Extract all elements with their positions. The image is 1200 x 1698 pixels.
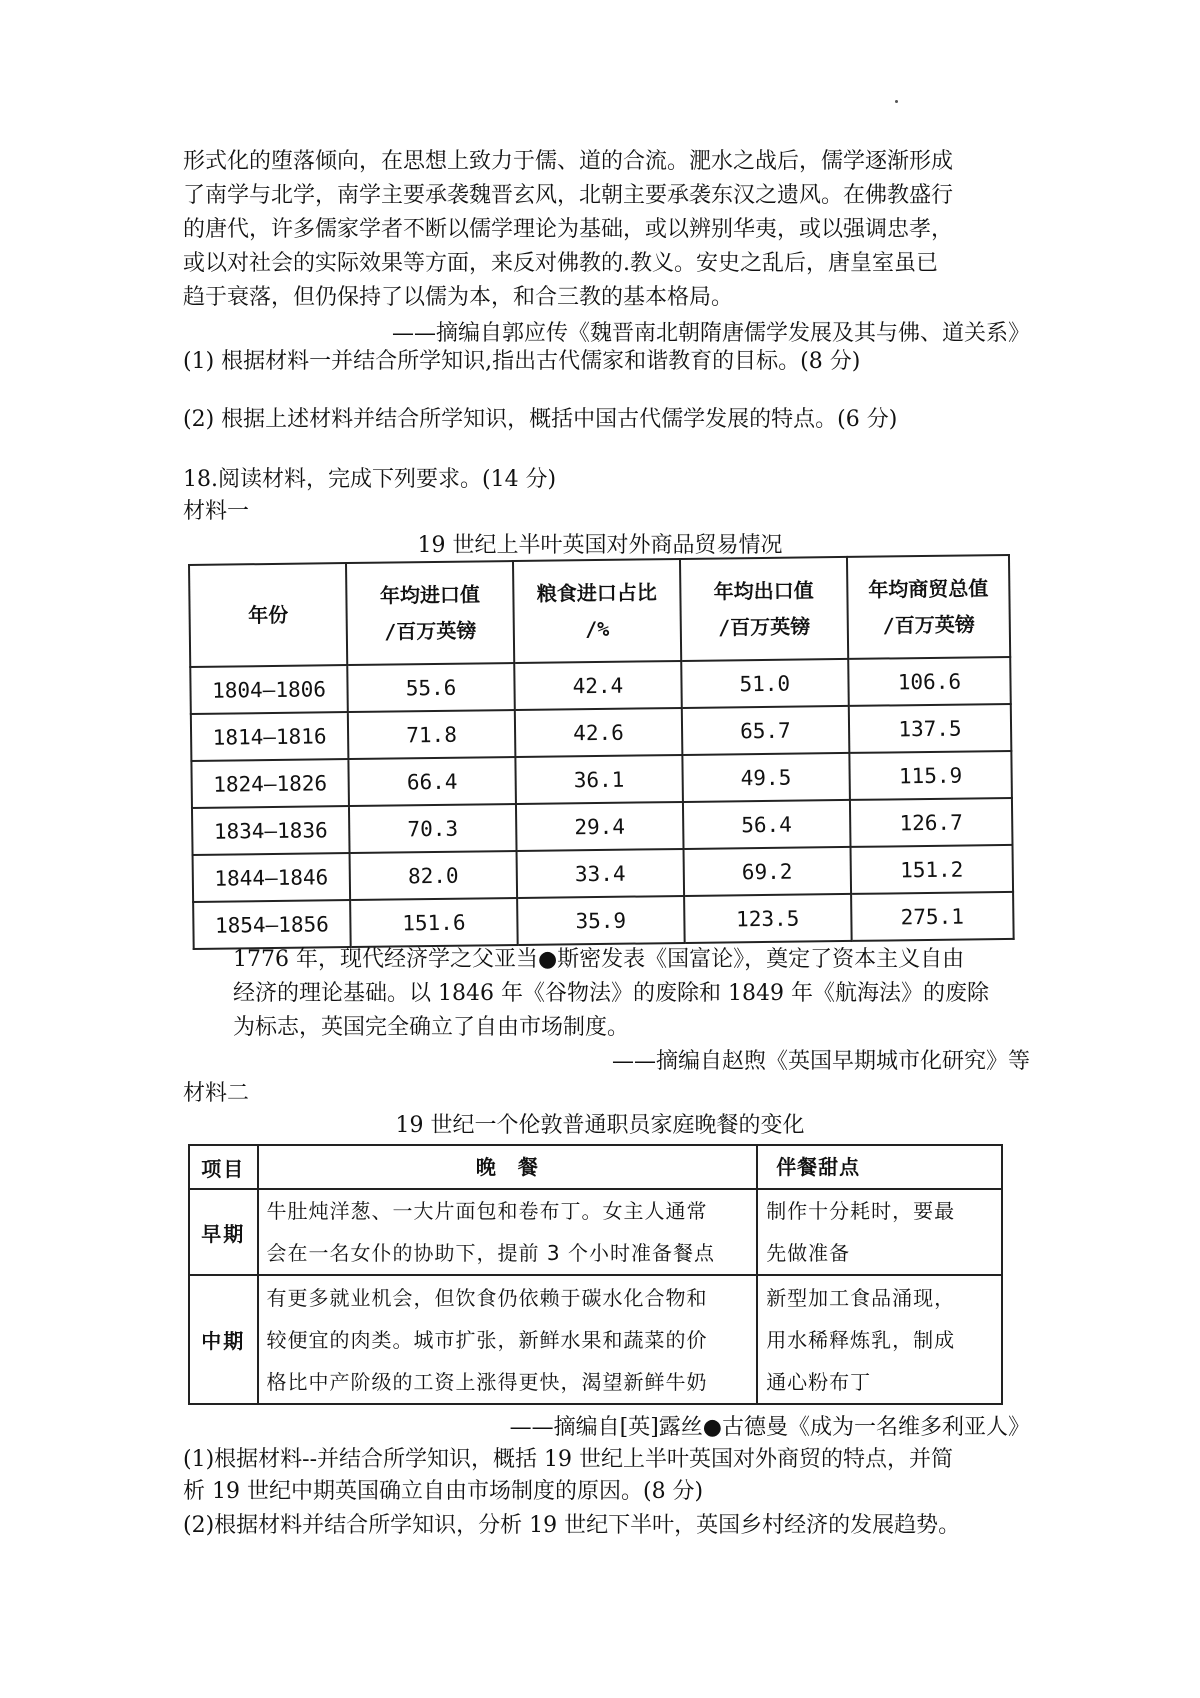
cell: 66.4 [348,757,516,806]
cell: 106.6 [848,657,1011,706]
cell: 151.6 [350,898,518,947]
cell: 55.6 [347,663,515,712]
cell: 42.6 [515,708,682,757]
passage-line: 形式化的堕落倾向，在思想上致力于儒、道的合流。淝水之战后，儒学逐渐形成 [183,149,954,174]
passage-line: 趋于衰落，但仍保持了以儒为本，和合三教的基本格局。 [183,285,734,310]
scan-speck [895,100,898,103]
table-row [193,892,1014,949]
header-year: 年份 [189,563,347,667]
cell: 1854—1856 [193,900,351,949]
dinner-table [188,1144,1003,1405]
cell: 35.9 [517,896,684,945]
material-1-line: 1776 年，现代经济学之父亚当●斯密发表《国富论》，奠定了资本主义自由 [233,947,965,972]
dinner-cell: 有更多就业机会，但饮食仍依赖于碳水化合物和 较便宜的肉类。城市扩张，新鲜水果和蔬菜的价 格比中产阶级的工资上涨得更快，渴望新鲜牛奶 [258,1275,758,1404]
cell: 71.8 [348,710,516,759]
header-item: 项目 [189,1145,258,1189]
material-1-line: 为标志，英国完全确立了自由市场制度。 [233,1015,630,1040]
dinner-cell: 牛肚炖洋葱、一大片面包和卷布丁。女主人通常 会在一名女仆的协助下，提前 3 个小时准备餐点 [258,1189,758,1275]
header-import: 年均进口值 /百万英镑 [346,561,514,665]
dessert-cell: 新型加工食品涌现， 用水稀释炼乳，制成 通心粉布丁 [757,1275,1002,1404]
table-2-caption: 19 世纪一个伦敦普通职员家庭晚餐的变化 [395,1113,805,1138]
dessert-cell: 制作十分耗时，要最 先做准备 [757,1189,1002,1275]
cell: 70.3 [349,804,517,853]
cell: 1834—1836 [192,806,350,855]
cell: 29.4 [516,802,683,851]
cell: 123.5 [684,894,852,943]
cell: 137.5 [849,704,1012,753]
question-17-1: (1) 根据材料一并结合所学知识,指出古代儒家和谐教育的目标。(8 分) [183,349,861,374]
header-export: 年均出口值 /百万英镑 [680,557,848,661]
material-2-source: ——摘编自[英]露丝●古德曼《成为一名维多利亚人》 [509,1415,1030,1440]
header-grain-share: 粮食进口占比 /% [513,559,681,663]
passage-source: ——摘编自郭应传《魏晋南北朝隋唐儒学发展及其与佛、道关系》 [391,321,1030,346]
question-18-1: (1)根据材料--并结合所学知识，概括 19 世纪上半叶英国对外商贸的特点，并简 [183,1447,954,1472]
question-18-1-cont: 析 19 世纪中期英国确立自由市场制度的原因。(8 分) [183,1479,704,1504]
passage-line: 的唐代，许多儒家学者不断以儒学理论为基础，或以辨别华夷，或以强调忠孝， [183,217,954,242]
material-1-line: 经济的理论基础。以 1846 年《谷物法》的废除和 1849 年《航海法》的废除 [233,981,989,1006]
cell: 1844—1846 [193,853,351,902]
table-1-caption: 19 世纪上半叶英国对外商品贸易情况 [417,533,783,558]
cell: 151.2 [850,845,1013,894]
cell: 51.0 [681,659,849,708]
cell: 42.4 [514,661,681,710]
header-total: 年均商贸总值 /百万英镑 [847,555,1010,659]
trade-table [188,554,1015,950]
cell: 69.2 [683,847,851,896]
cell: 65.7 [682,706,850,755]
cell: 36.1 [515,755,682,804]
question-17-2: (2) 根据上述材料并结合所学知识，概括中国古代儒学发展的特点。(6 分) [183,407,898,432]
row-label-middle: 中期 [189,1275,258,1404]
header-dinner: 晚 餐 [258,1145,758,1189]
cell: 1814—1816 [191,712,349,761]
material-2-label: 材料二 [183,1081,250,1106]
question-18-2: (2)根据材料并结合所学知识，分析 19 世纪下半叶，英国乡村经济的发展趋势。 [183,1513,961,1538]
table-row [189,1275,1002,1404]
row-label-early: 早期 [189,1189,258,1275]
cell: 1804—1806 [190,665,348,714]
passage-line: 或以对社会的实际效果等方面，来反对佛教的.教义。安史之乱后，唐皇室虽已 [183,251,938,276]
cell: 275.1 [851,892,1014,941]
cell: 82.0 [350,851,518,900]
material-1-label: 材料一 [183,499,250,524]
question-18-title: 18.阅读材料，完成下列要求。(14 分) [183,467,557,492]
cell: 33.4 [517,849,684,898]
passage-line: 了南学与北学，南学主要承袭魏晋玄风，北朝主要承袭东汉之遗风。在佛教盛行 [183,183,954,208]
cell: 56.4 [683,800,851,849]
material-1-source: ——摘编自赵煦《英国早期城市化研究》等 [611,1049,1030,1074]
header-dessert: 伴餐甜点 [757,1145,1002,1189]
table-header-row [189,555,1010,667]
cell: 1824—1826 [191,759,349,808]
cell: 126.7 [850,798,1013,847]
cell: 49.5 [682,753,850,802]
table-header-row [189,1145,1002,1189]
table-row [189,1189,1002,1275]
cell: 115.9 [849,751,1012,800]
